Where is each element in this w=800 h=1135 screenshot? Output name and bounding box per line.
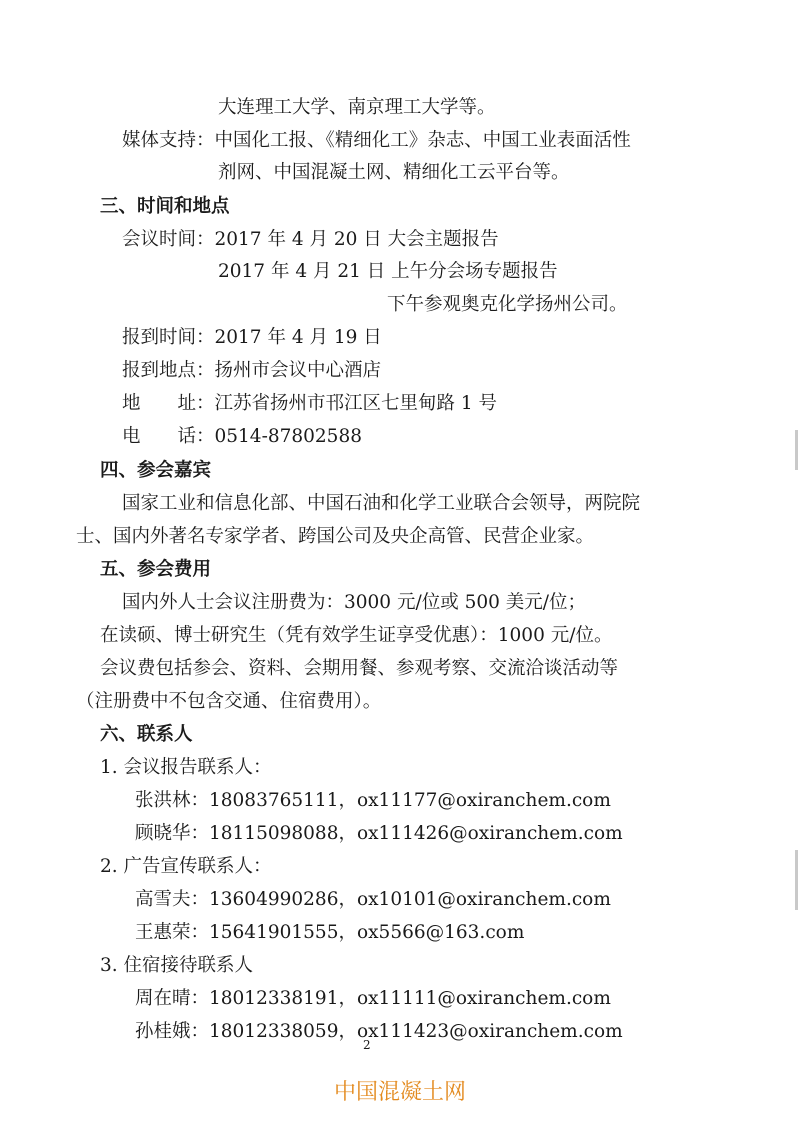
contact-line: 王惠荣：15641901555，ox5566@163.com bbox=[135, 922, 525, 943]
contact-group-title: 3. 住宿接待联系人 bbox=[100, 955, 254, 976]
text-line: 国家工业和信息化部、中国石油和化学工业联合会领导，两院院 bbox=[122, 493, 641, 514]
contact-line: 张洪林：18083765111，ox11177@oxiranchem.com bbox=[135, 790, 611, 811]
contact-line: 顾晓华：18115098088，ox111426@oxiranchem.com bbox=[135, 823, 623, 844]
scan-edge-mark bbox=[795, 430, 798, 470]
text-line: 大连理工大学、南京理工大学等。 bbox=[218, 97, 496, 118]
text-line: 国内外人士会议注册费为：3000 元/位或 500 美元/位； bbox=[122, 592, 587, 613]
text-line: 士、国内外著名专家学者、跨国公司及央企高管、民营企业家。 bbox=[76, 526, 595, 547]
text-line: 下午参观奥克化学扬州公司。 bbox=[387, 294, 628, 315]
section-heading-guests: 四、参会嘉宾 bbox=[100, 460, 212, 481]
text-line: 在读硕、博士研究生（凭有效学生证享受优惠）：1000 元/位。 bbox=[100, 625, 613, 646]
text-line: 报到地点：扬州市会议中心酒店 bbox=[122, 360, 382, 381]
text-line: （注册费中不包含交通、住宿费用）。 bbox=[76, 691, 382, 712]
contact-line: 周在晴：18012338191，ox11111@oxiranchem.com bbox=[135, 988, 611, 1009]
page-number: 2 bbox=[363, 1038, 371, 1052]
scan-edge-mark bbox=[795, 850, 798, 910]
text-line: 会议费包括参会、资料、会期用餐、参观考察、交流洽谈活动等 bbox=[100, 658, 619, 679]
text-line: 地 址：江苏省扬州市邗江区七里甸路 1 号 bbox=[122, 393, 498, 414]
text-line: 报到时间：2017 年 4 月 19 日 bbox=[122, 327, 382, 348]
section-heading-contacts: 六、联系人 bbox=[100, 724, 193, 745]
text-line: 2017 年 4 月 21 日 上午分会场专题报告 bbox=[218, 261, 558, 282]
watermark: 中国混凝土网 bbox=[333, 1080, 466, 1105]
contact-line: 高雪夫：13604990286，ox10101@oxiranchem.com bbox=[135, 889, 611, 910]
contact-group-title: 1. 会议报告联系人： bbox=[100, 757, 272, 778]
text-line: 电 话：0514-87802588 bbox=[122, 426, 362, 447]
text-line: 媒体支持：中国化工报、《精细化工》杂志、中国工业表面活性 bbox=[122, 130, 631, 151]
section-heading-time-place: 三、时间和地点 bbox=[100, 196, 230, 217]
section-heading-fees: 五、参会费用 bbox=[100, 559, 212, 580]
contact-line: 孙桂娥：18012338059，ox111423@oxiranchem.com bbox=[135, 1021, 623, 1042]
text-line: 会议时间：2017 年 4 月 20 日 大会主题报告 bbox=[122, 229, 499, 250]
text-line: 剂网、中国混凝土网、精细化工云平台等。 bbox=[218, 162, 570, 183]
contact-group-title: 2. 广告宣传联系人： bbox=[100, 856, 272, 877]
